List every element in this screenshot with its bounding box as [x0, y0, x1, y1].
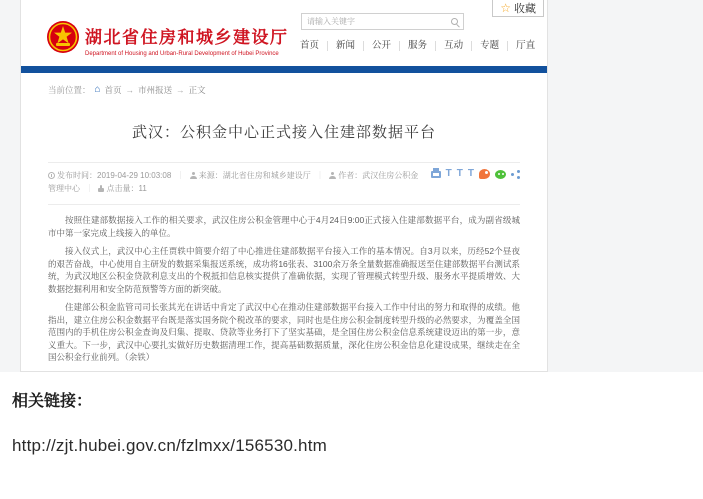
site-name: 湖北省住房和城乡建设厅 [85, 28, 289, 47]
breadcrumb-prefix: 当前位置： [48, 85, 91, 95]
national-emblem-logo [46, 19, 80, 55]
nav-item-interact[interactable]: 互动 [436, 41, 472, 51]
related-link-url[interactable]: http://zjt.hubei.gov.cn/fzlmxx/156530.htm [12, 436, 327, 455]
nav-item-news[interactable]: 新闻 [328, 41, 364, 51]
font-smaller-icon[interactable]: T [445, 168, 452, 179]
publish-time: 2019-04-29 10:03:08 [97, 171, 172, 180]
favorite-label: 收藏 [514, 3, 536, 15]
header-divider-bar [21, 66, 547, 73]
weibo-share-icon[interactable] [479, 169, 490, 179]
divider-line [48, 204, 520, 205]
print-icon[interactable] [431, 171, 441, 178]
site-title-block [85, 23, 289, 57]
hits-label: 点击量： [106, 184, 139, 193]
favorite-button[interactable] [492, 0, 544, 17]
nav-item-home[interactable]: 首页 [292, 41, 328, 51]
home-icon: ⌂ [94, 84, 101, 95]
main-nav [292, 41, 543, 51]
source-label: 来源： [198, 171, 223, 180]
nav-item-public[interactable]: 公开 [364, 41, 400, 51]
hits-icon [98, 185, 104, 192]
font-larger-icon[interactable]: T [456, 168, 463, 179]
search-input[interactable] [307, 17, 451, 26]
nav-item-bureau[interactable]: 厅直 [516, 40, 536, 51]
article-paragraph: 接入仪式上，武汉中心主任贾轶中简要介绍了中心推进住建部数据平台接入工作的基本情况。自3月以来，历经52个昼夜的艰苦奋战，中心使用自主研发的数据采集报送系统，成功将16张表、3100余万条全量数据准确报送至住建部数据平台测试系统，为武汉地区公积金贷款利息支出的个税抵扣信息核实提供了准确依据，实现了管理模式转型升级、服务水平提质增效、大数据挖掘利用和安全防范预警等方面的新突破。 [48, 246, 520, 294]
source-value: 湖北省住房和城乡建设厅 [222, 171, 311, 180]
breadcrumb-separator: → [176, 85, 185, 95]
breadcrumb-home[interactable]: 首页 [104, 85, 122, 95]
hits-value: 11 [138, 184, 147, 193]
author-icon [329, 172, 336, 179]
star-icon: ☆ [500, 1, 511, 15]
breadcrumb-current: 正文 [188, 85, 206, 95]
related-links-heading: 相关链接： [12, 393, 93, 410]
search-icon[interactable] [451, 18, 458, 25]
article-meta [48, 169, 520, 195]
meta-separator: ｜ [316, 171, 324, 180]
publish-label: 发布时间： [57, 171, 97, 180]
related-links-section [0, 372, 703, 499]
article-body [48, 214, 520, 370]
font-reset-icon[interactable]: T [467, 168, 474, 179]
breadcrumb [48, 84, 206, 96]
breadcrumb-separator: → [125, 85, 135, 95]
share-icon[interactable] [511, 170, 520, 179]
website-screenshot [20, 0, 548, 372]
nav-item-service[interactable]: 服务 [400, 41, 436, 51]
article-title: 武汉：公积金中心正式接入住建部数据平台 [131, 124, 436, 141]
author-value: 武汉住房公积金管理中心 [48, 171, 419, 193]
author-label: 作者： [338, 171, 363, 180]
divider-line [48, 162, 520, 163]
article-paragraph: 住建部公积金监管司司长张其光在讲话中肯定了武汉中心在推动住建部数据平台接入工作中付出的努力和取得的成绩。他指出，建立住房公积金数据平台既是落实国务院个税改革的要求，同时也是住房公积金制度转型升级的必然要求，为覆盖全国范围内的手机住房公积金查询及归集、提取、贷款等业务打下了坚实基础，是全国住房公积金信息系统建设迈出的第一步，意义重大。下一步，武汉中心要扎实做好历史数据清理工作，提高基础数据质量，深化住房公积金信息化建设成果，继续走在全国公积金行业前列。（余铁） [48, 302, 520, 362]
nav-item-topics[interactable]: 专题 [472, 41, 508, 51]
breadcrumb-section[interactable]: 市州报送 [138, 85, 173, 95]
clock-icon [48, 172, 55, 179]
meta-separator: ｜ [85, 184, 94, 193]
source-icon [190, 172, 197, 179]
site-name-english: Department of Housing and Urban-Rural Development of Hubei Province [85, 51, 279, 57]
search-bar[interactable] [301, 13, 464, 30]
wechat-share-icon[interactable] [495, 170, 506, 179]
article-paragraph: 按照住建部数据接入工作的相关要求，武汉住房公积金管理中心于4月24日9:00正式接入住建部数据平台，成为副省级城市中第一家完成上线接入的单位。 [48, 215, 520, 238]
article-toolbar [431, 169, 520, 179]
meta-separator: ｜ [176, 171, 185, 180]
